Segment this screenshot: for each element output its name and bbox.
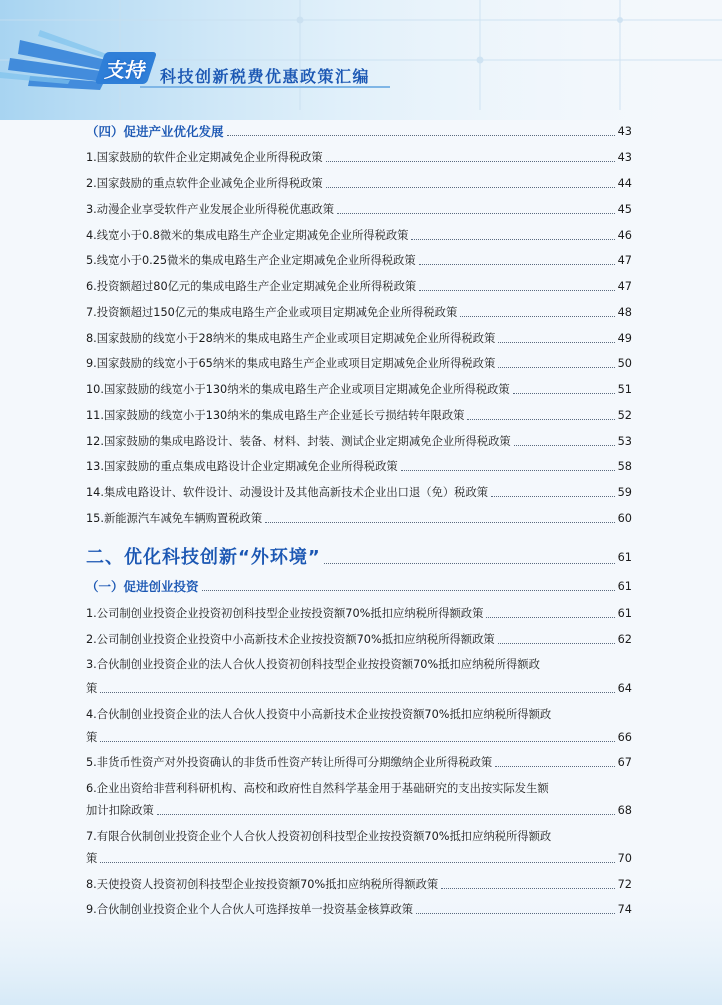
toc-entry-title: 5.非货币性资产对外投资确认的非货币性资产转让所得可分期缴纳企业所得税政策 bbox=[86, 756, 493, 769]
toc-entry-title: 2.公司制创业投资企业投资中小高新技术企业按投资额70%抵扣应纳税所得额政策 bbox=[86, 633, 495, 646]
toc-page-number: 45 bbox=[617, 203, 632, 216]
toc-entry-title: 7.投资额超过150亿元的集成电路生产企业或项目定期减免企业所得税政策 bbox=[86, 306, 458, 319]
toc-entry-title: 1.国家鼓励的软件企业定期减免企业所得税政策 bbox=[86, 151, 323, 164]
toc-leader-dots bbox=[100, 741, 614, 742]
toc-entry[interactable] bbox=[86, 177, 632, 191]
toc-page-number: 66 bbox=[617, 731, 632, 744]
toc-entry[interactable] bbox=[86, 151, 632, 165]
toc-page-number: 49 bbox=[617, 332, 632, 345]
toc-entry[interactable] bbox=[86, 203, 632, 217]
toc-entry[interactable] bbox=[86, 633, 632, 647]
toc-leader-dots bbox=[337, 213, 615, 214]
toc-leader-dots bbox=[419, 290, 614, 291]
toc-leader-dots bbox=[491, 496, 615, 497]
toc-page-number: 47 bbox=[617, 280, 632, 293]
toc-entry[interactable] bbox=[86, 731, 632, 745]
toc-entry[interactable] bbox=[86, 804, 632, 818]
toc-leader-dots bbox=[486, 617, 614, 618]
toc-entry-title: （一）促进创业投资 bbox=[86, 579, 199, 594]
toc-page-number: 61 bbox=[617, 551, 632, 564]
toc-entry[interactable] bbox=[86, 280, 632, 294]
toc-page-number: 60 bbox=[617, 512, 632, 525]
toc-leader-dots bbox=[441, 888, 614, 889]
toc-entry-first-line[interactable]: 4.合伙制创业投资企业的法人合伙人投资中小高新技术企业按投资额70%抵扣应纳税所得额政 bbox=[86, 708, 552, 721]
toc-page-number: 62 bbox=[617, 633, 632, 646]
header-title: 科技创新税费优惠政策汇编 bbox=[160, 67, 371, 86]
toc-page-number: 70 bbox=[617, 852, 632, 865]
toc-page-number: 44 bbox=[617, 177, 632, 190]
toc-page-number: 43 bbox=[617, 151, 632, 164]
toc-page-number: 43 bbox=[617, 125, 632, 138]
toc-entry-title: 13.国家鼓励的重点集成电路设计企业定期减免企业所得税政策 bbox=[86, 460, 398, 473]
toc-entry-first-line[interactable]: 3.合伙制创业投资企业的法人合伙人投资初创科技型企业按投资额70%抵扣应纳税所得额政 bbox=[86, 658, 540, 671]
toc-page-number: 59 bbox=[617, 486, 632, 499]
toc-entry[interactable] bbox=[86, 306, 632, 320]
toc-entry[interactable] bbox=[86, 512, 632, 526]
toc-entry-title: 策 bbox=[86, 682, 98, 695]
toc-leader-dots bbox=[202, 590, 615, 591]
toc-page-number: 50 bbox=[617, 357, 632, 370]
toc-entry-title: 8.天使投资人投资初创科技型企业按投资额70%抵扣应纳税所得额政策 bbox=[86, 878, 439, 891]
toc-leader-dots bbox=[498, 342, 614, 343]
toc-page-number: 51 bbox=[617, 383, 632, 396]
toc-entry[interactable] bbox=[86, 254, 632, 268]
toc-entry-title: 5.线宽小于0.25微米的集成电路生产企业定期减免企业所得税政策 bbox=[86, 254, 416, 267]
toc-entry[interactable] bbox=[86, 756, 632, 770]
toc-leader-dots bbox=[467, 419, 614, 420]
toc-entry[interactable] bbox=[86, 486, 632, 500]
toc-leader-dots bbox=[326, 161, 615, 162]
toc-entry[interactable] bbox=[86, 682, 632, 696]
toc-entry[interactable] bbox=[86, 435, 632, 449]
toc-leader-dots bbox=[100, 692, 614, 693]
toc-leader-dots bbox=[401, 470, 615, 471]
toc-leader-dots bbox=[157, 814, 615, 815]
toc-leader-dots bbox=[324, 563, 615, 564]
toc-section-heading[interactable] bbox=[86, 125, 632, 139]
toc-leader-dots bbox=[419, 264, 615, 265]
toc-entry[interactable] bbox=[86, 409, 632, 423]
toc-chapter-heading[interactable] bbox=[86, 547, 632, 569]
toc-page-number: 64 bbox=[617, 682, 632, 695]
toc-page-number: 48 bbox=[617, 306, 632, 319]
toc-entry[interactable] bbox=[86, 229, 632, 243]
toc-section-heading[interactable] bbox=[86, 580, 632, 594]
toc-entry-first-line[interactable]: 7.有限合伙制创业投资企业个人合伙人投资初创科技型企业按投资额70%抵扣应纳税所得额政 bbox=[86, 830, 552, 843]
toc-page-number: 52 bbox=[617, 409, 632, 422]
toc-entry[interactable] bbox=[86, 607, 632, 621]
toc-page-number: 46 bbox=[617, 229, 632, 242]
toc-entry-title: 3.动漫企业享受软件产业发展企业所得税优惠政策 bbox=[86, 203, 335, 216]
toc-entry[interactable] bbox=[86, 878, 632, 892]
toc-entry-title: 10.国家鼓励的线宽小于130纳米的集成电路生产企业或项目定期减免企业所得税政策 bbox=[86, 383, 510, 396]
toc-entry-title: 加计扣除政策 bbox=[86, 804, 154, 817]
toc-page-number: 58 bbox=[617, 460, 632, 473]
toc-page-number: 67 bbox=[617, 756, 632, 769]
toc-page-number: 74 bbox=[617, 903, 632, 916]
toc-entry-title: 11.国家鼓励的线宽小于130纳米的集成电路生产企业延长亏损结转年限政策 bbox=[86, 409, 465, 422]
toc-leader-dots bbox=[495, 766, 614, 767]
toc-entry-title: 策 bbox=[86, 852, 98, 865]
toc-entry[interactable] bbox=[86, 383, 632, 397]
toc-page-number: 61 bbox=[617, 607, 632, 620]
toc-page-number: 53 bbox=[617, 435, 632, 448]
toc-entry-title: 4.线宽小于0.8微米的集成电路生产企业定期减免企业所得税政策 bbox=[86, 229, 409, 242]
toc-leader-dots bbox=[498, 367, 614, 368]
toc-leader-dots bbox=[100, 862, 614, 863]
toc-entry-title: 6.投资额超过80亿元的集成电路生产企业定期减免企业所得税政策 bbox=[86, 280, 417, 293]
toc-leader-dots bbox=[513, 393, 615, 394]
toc-entry[interactable] bbox=[86, 332, 632, 346]
toc-leader-dots bbox=[227, 135, 615, 136]
toc-leader-dots bbox=[265, 522, 615, 523]
toc-entry-title: 9.合伙制创业投资企业个人合伙人可选择按单一投资基金核算政策 bbox=[86, 903, 414, 916]
toc-leader-dots bbox=[411, 239, 614, 240]
toc-page-number: 72 bbox=[617, 878, 632, 891]
toc-entry[interactable] bbox=[86, 460, 632, 474]
header-badge: 支持 bbox=[104, 58, 144, 82]
toc-page-number: 61 bbox=[617, 580, 632, 593]
toc-leader-dots bbox=[498, 643, 615, 644]
toc-entry[interactable] bbox=[86, 852, 632, 866]
toc-entry[interactable] bbox=[86, 903, 632, 917]
toc-entry-title: 14.集成电路设计、软件设计、动漫设计及其他高新技术企业出口退（免）税政策 bbox=[86, 486, 489, 499]
toc-leader-dots bbox=[326, 187, 615, 188]
toc-entry-title: 15.新能源汽车减免车辆购置税政策 bbox=[86, 512, 263, 525]
toc-leader-dots bbox=[416, 913, 615, 914]
toc-entry-title: 二、优化科技创新“外环境” bbox=[86, 547, 321, 568]
toc-entry-title: 2.国家鼓励的重点软件企业减免企业所得税政策 bbox=[86, 177, 323, 190]
toc-entry-title: 9.国家鼓励的线宽小于65纳米的集成电路生产企业或项目定期减免企业所得税政策 bbox=[86, 357, 496, 370]
toc-leader-dots bbox=[460, 316, 614, 317]
toc-entry-title: 1.公司制创业投资企业投资初创科技型企业按投资额70%抵扣应纳税所得额政策 bbox=[86, 607, 484, 620]
toc-entry-title: 策 bbox=[86, 731, 98, 744]
toc-page-number: 68 bbox=[617, 804, 632, 817]
toc-entry-title: 8.国家鼓励的线宽小于28纳米的集成电路生产企业或项目定期减免企业所得税政策 bbox=[86, 332, 496, 345]
toc-leader-dots bbox=[514, 445, 615, 446]
toc-entry-first-line[interactable]: 6.企业出资给非营利科研机构、高校和政府性自然科学基金用于基础研究的支出按实际发生额 bbox=[86, 782, 549, 795]
toc-entry-title: 12.国家鼓励的集成电路设计、装备、材料、封装、测试企业定期减免企业所得税政策 bbox=[86, 435, 511, 448]
toc-page-number: 47 bbox=[617, 254, 632, 267]
toc-entry-title: （四）促进产业优化发展 bbox=[86, 124, 224, 139]
toc-entry[interactable] bbox=[86, 357, 632, 371]
